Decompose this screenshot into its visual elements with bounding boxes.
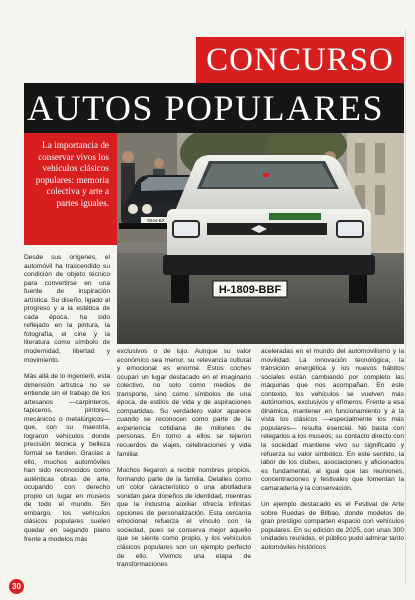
body-paragraph: Muchos llegaron a recibir nombres propios, formando parte de la familia. Detalles como un color característico o una abolladura sonidan para doneños de identidad, mientras que la industria auxiliar ofrecía infinitas opciones de personalización. Esta cercanía emocional refuerza el vínculo con la sociedad, pues se conserva mejor aquello que se siente como propio, y los vehículos clásicos populares son un ejemplo perfecto de ello. Vivimos una etapa de transformaciones [117, 467, 251, 569]
body-paragraph: Más allá de lo ingenieril, esta dimensión artística no se entiende sin el trabajo de los artesanos —carpinteros, tapiceros, pintores, mecánicos o metalúrgicos— que, con su maestría, lograron vehículos donde precisión técnica y belleza formal se funden. Gracias a ello, muchos automóviles han sido reconocidos como auténticas obras de arte, ocupando con derecho propio un lugar en museos de todo el mundo. Sin embargo, los vehículos clásicos populares suelen quedar en segundo plano frente a modelos más [24, 373, 110, 543]
classic-cars-photo [117, 133, 404, 344]
main-car-plate: H-1809-BBF [218, 284, 282, 296]
body-paragraph: Un ejemplo destacado es el Festival de Arte sobre Ruedas de Bilbao, donde modelos de gran prestigio comparten espacio con vehículos populares. En su edición de 2025, con unas 300 unidades reunidas, el público pudo admirar tanto automóviles históricos [261, 501, 404, 552]
title-concurso: CONCURSO [196, 37, 404, 83]
intro-standfirst: La importancia de conservar vivos los vehículos clásicos populares: memoria colectiva y arte a partes iguales. [24, 133, 117, 245]
title-autos-populares: AUTOS POPULARES [24, 83, 404, 133]
body-column-3 [261, 348, 404, 561]
page-number: 30 [9, 579, 24, 594]
body-paragraph: exclusivos o de lujo. Aunque su valor económico sea menor, su relevancia cultural y emocional es enorme. Estos coches ocupan un lugar destacado en el imaginario colectivo, no solo como medios de transporte, sino como símbolos de una época, de estilos de vida y de aspiraciones compartidas. Su verdadero valor aparece cuando se reconocen como parte de la experiencia cotidiana de millones de personas. En torno a ellos se tejieron recuerdos de viajes, celebraciones y vida familiar. [117, 348, 251, 458]
body-column-2 [117, 348, 251, 578]
body-paragraph: Desde sus orígenes, el automóvil ha trascendido su condición de objeto técnico para convertirse en una fuente de inspiración artística. Su diseño, ligado al progreso y a la estética de cada época, ha sido reflejado en la pintura, la fotografía, el cine y la literatura como símbolo de modernidad, libertad y movimiento. [24, 254, 110, 364]
body-column-1 [24, 254, 110, 552]
second-car-plate: 9044-BX [147, 218, 165, 223]
body-paragraph: aceleradas en el mundo del automovilismo y la movilidad. La innovación tecnológica, la transición energética y los nuevos hábitos sociales están cambiando por completo las máquinas que nos acompañan. En este contexto, los vehículos se vuelven más autónomos, exclusivos y efímeros. Frente a esa dinámica, mantener en funcionamiento y a la vista los clásicos —especialmente los más populares— resulta esencial. No basta con relegarlos a los museos; su contacto directo con la sociedad mantiene vivo su significado y refuerza su valor simbólico. En este sentido, la labor de los clubes, asociaciones y aficionados es fundamental, al igual que las reuniones, concentraciones y festivales que fomentan la camaradería y la conservación. [261, 348, 404, 492]
page-edge-line [405, 30, 406, 585]
